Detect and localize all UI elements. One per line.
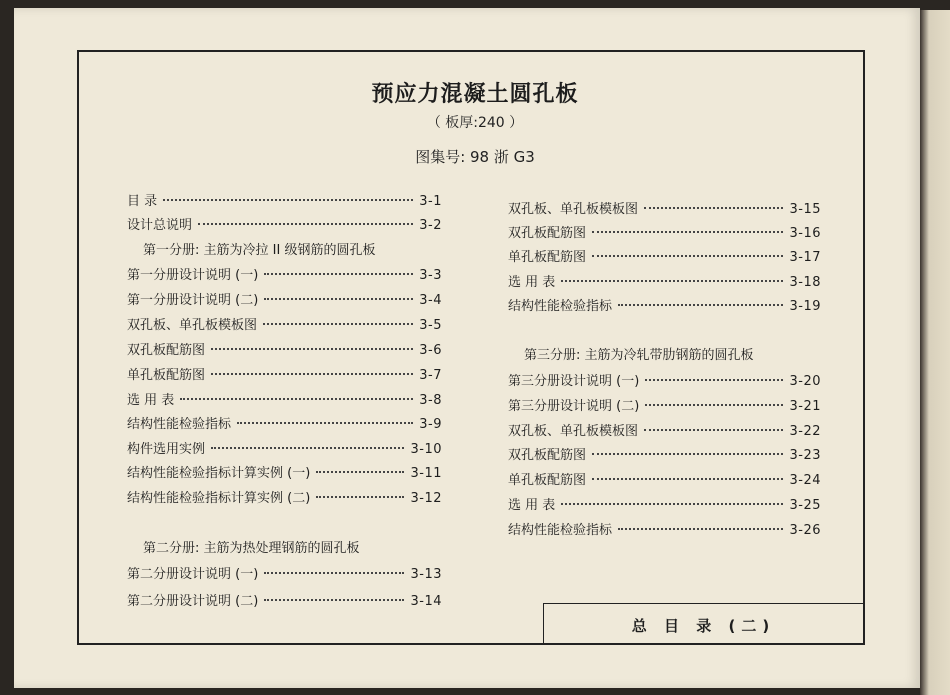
toc-entry-title: 结构性能检验指标	[127, 417, 232, 432]
dot-leader	[163, 199, 413, 201]
dot-leader	[592, 255, 783, 257]
dot-leader	[561, 503, 783, 505]
dot-leader	[211, 447, 404, 449]
dot-leader	[316, 471, 404, 473]
dot-leader	[592, 231, 783, 233]
toc-entry[interactable]	[508, 222, 821, 240]
toc-entry-title: 第二分册设计说明 (一)	[127, 567, 259, 582]
dot-leader	[211, 348, 413, 350]
toc-entry-page: 3-14	[410, 594, 442, 609]
toc-entry-page: 3-11	[410, 466, 442, 481]
toc-entry-title: 第一分册设计说明 (一)	[127, 268, 259, 283]
toc-entry-title: 双孔板配筋图	[508, 448, 587, 463]
toc-section-heading: 第二分册: 主筋为热处理钢筋的圆孔板	[143, 541, 360, 556]
atlas-number: 图集号: 98 浙 G3	[415, 148, 535, 166]
toc-entry-page: 3-4	[419, 293, 442, 308]
toc-entry-title: 双孔板配筋图	[508, 226, 587, 241]
toc-entry[interactable]	[508, 370, 821, 388]
dot-leader	[198, 223, 413, 225]
toc-entry-page: 3-21	[789, 399, 821, 414]
toc-entry-page: 3-20	[789, 374, 821, 389]
toc-entry-page: 3-22	[789, 424, 821, 439]
toc-entry-title: 单孔板配筋图	[508, 473, 587, 488]
dot-leader	[264, 572, 404, 574]
toc-entry[interactable]	[508, 295, 821, 313]
toc-entry-title: 设计总说明	[127, 218, 193, 233]
toc-entry-title: 双孔板、单孔板模板图	[127, 318, 258, 333]
toc-entry-title: 结构性能检验指标	[508, 299, 613, 314]
toc-entry-page: 3-26	[789, 523, 821, 538]
toc-entry[interactable]	[127, 462, 442, 480]
toc-entry-title: 第二分册设计说明 (二)	[127, 594, 259, 609]
toc-entry-page: 3-9	[419, 417, 442, 432]
toc-entry[interactable]	[127, 264, 442, 282]
toc-entry-page: 3-2	[419, 218, 442, 233]
dot-leader	[211, 373, 413, 375]
toc-entry[interactable]	[508, 469, 821, 487]
toc-entry-title: 结构性能检验指标计算实例 (二)	[127, 491, 311, 506]
toc-entry[interactable]	[508, 246, 821, 264]
dot-leader	[180, 398, 413, 400]
toc-entry-title: 第三分册设计说明 (二)	[508, 399, 640, 414]
toc-entry[interactable]	[127, 289, 442, 307]
toc-entry-page: 3-24	[789, 473, 821, 488]
dot-leader	[644, 429, 783, 431]
toc-entry-page: 3-13	[410, 567, 442, 582]
toc-entry-title: 结构性能检验指标	[508, 523, 613, 538]
toc-entry-page: 3-15	[789, 202, 821, 217]
toc-entry[interactable]	[127, 389, 442, 407]
page-title: 预应力混凝土圆孔板	[371, 82, 579, 107]
dot-leader	[263, 323, 413, 325]
dot-leader	[618, 304, 783, 306]
toc-entry-title: 双孔板、单孔板模板图	[508, 202, 639, 217]
toc-entry[interactable]	[508, 198, 821, 216]
toc-entry-title: 选 用 表	[508, 498, 556, 513]
toc-entry-title: 第三分册设计说明 (一)	[508, 374, 640, 389]
dot-leader	[592, 453, 783, 455]
title-block	[543, 603, 863, 643]
toc-section-heading: 第一分册: 主筋为冷拉 II 级钢筋的圆孔板	[143, 243, 376, 258]
toc-entry-title: 双孔板配筋图	[127, 343, 206, 358]
dot-leader	[264, 298, 413, 300]
toc-entry-title: 结构性能检验指标计算实例 (一)	[127, 466, 311, 481]
toc-entry[interactable]	[508, 444, 821, 462]
toc-entry-title: 第一分册设计说明 (二)	[127, 293, 259, 308]
toc-entry-page: 3-25	[789, 498, 821, 513]
title-block-label: 总 目 录 (二)	[631, 617, 776, 635]
toc-entry[interactable]	[127, 339, 442, 357]
toc-entry[interactable]	[127, 487, 442, 505]
dot-leader	[264, 273, 413, 275]
toc-entry[interactable]	[127, 590, 442, 608]
dot-leader	[316, 496, 404, 498]
toc-entry-title: 选 用 表	[127, 393, 175, 408]
toc-entry[interactable]	[508, 395, 821, 413]
toc-entry-title: 构件选用实例	[127, 442, 206, 457]
toc-entry-page: 3-16	[789, 226, 821, 241]
dot-leader	[592, 478, 783, 480]
toc-entry-page: 3-18	[789, 275, 821, 290]
dot-leader	[645, 404, 783, 406]
toc-entry-title: 选 用 表	[508, 275, 556, 290]
toc-entry-page: 3-1	[419, 194, 442, 209]
dot-leader	[618, 528, 783, 530]
toc-entry-page: 3-12	[410, 491, 442, 506]
toc-entry-page: 3-23	[789, 448, 821, 463]
toc-entry-page: 3-5	[419, 318, 442, 333]
toc-entry[interactable]	[127, 413, 442, 431]
toc-entry-page: 3-7	[419, 368, 442, 383]
toc-entry[interactable]	[508, 494, 821, 512]
toc-entry[interactable]	[127, 438, 442, 456]
dot-leader	[237, 422, 413, 424]
toc-entry[interactable]	[508, 420, 821, 438]
dot-leader	[645, 379, 783, 381]
toc-entry-title: 双孔板、单孔板模板图	[508, 424, 639, 439]
board-thickness: （ 板厚:240 ）	[426, 115, 524, 131]
toc-entry[interactable]	[508, 519, 821, 537]
toc-entry-page: 3-10	[410, 442, 442, 457]
dot-leader	[644, 207, 783, 209]
dot-leader	[264, 599, 404, 601]
toc-entry-page: 3-19	[789, 299, 821, 314]
toc-entry[interactable]	[127, 364, 442, 382]
toc-entry[interactable]	[127, 190, 442, 208]
toc-entry[interactable]	[127, 563, 442, 581]
toc-entry-page: 3-8	[419, 393, 442, 408]
dot-leader	[561, 280, 783, 282]
toc-entry-page: 3-3	[419, 268, 442, 283]
toc-entry[interactable]	[508, 271, 821, 289]
toc-entry-page: 3-6	[419, 343, 442, 358]
toc-section-heading: 第三分册: 主筋为冷轧带肋钢筋的圆孔板	[524, 348, 754, 363]
toc-entry[interactable]	[127, 314, 442, 332]
toc-entry-title: 目 录	[127, 194, 158, 209]
toc-entry[interactable]	[127, 214, 442, 232]
toc-entry-title: 单孔板配筋图	[127, 368, 206, 383]
toc-entry-page: 3-17	[789, 250, 821, 265]
toc-entry-title: 单孔板配筋图	[508, 250, 587, 265]
